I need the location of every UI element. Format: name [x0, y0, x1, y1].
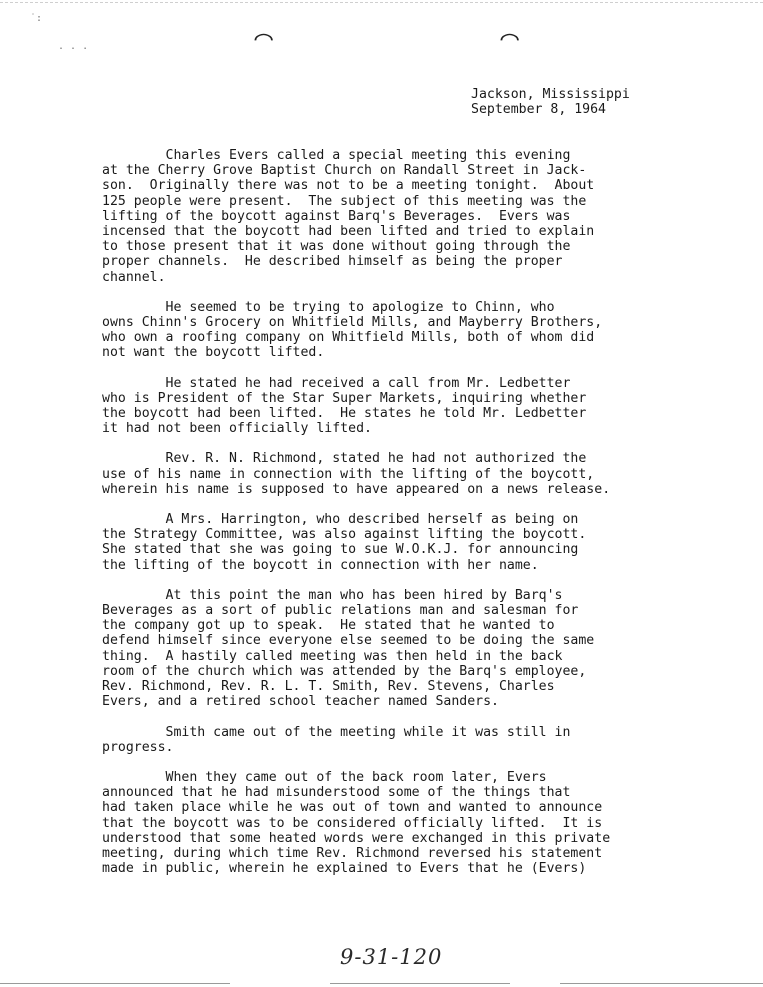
date-line: September 8, 1964 [471, 102, 606, 118]
paragraph-barqs-representative: At this point the man who has been hired by Barq's Beverages as a sort of public relations man and salesman for the company got up to speak. He stated that he wanted to defend himself since everyone else seemed to be doing the same thing. A hastily called meeting was then held in the back room of the church which was attended by the Barq's employee, Rev. Richmond, Rev. R. L. T. Smith, Rev. Stevens, Charles Evers, and a retired school teacher named Sanders. [102, 587, 595, 710]
binder-hole-mark-right: ⌒ [500, 26, 519, 51]
scan-mark: . . . [58, 41, 89, 52]
binder-hole-mark-left: ⌒ [254, 26, 273, 51]
paragraph-ledbetter-call: He stated he had received a call from Mr. Ledbetter who is President of the Star Super Markets, inquiring whether the boycott had been lifted. He states he told Mr. Ledbetter it had not been officially lifted. [102, 375, 587, 437]
top-edge-dashes [0, 2, 763, 3]
paragraph-apology-chinn: He seemed to be trying to apologize to Chinn, who owns Chinn's Grocery on Whitfield Mills, and Mayberry Brothers, who own a roofing company on Whitfield Mills, both of whom did not want the boycott lifted. [102, 299, 603, 361]
handwritten-file-number: 9-31-120 [340, 945, 443, 969]
paragraph-evers-announcement: When they came out of the back room later, Evers announced that he had misunderstood some of the things that had taken place while he was out of town and wanted to announce that the boycott was to be considered officially lifted. It is understood that some heated words were exchanged in this private meeting, during which time Rev. Richmond reversed his statement made in public, wherein he explained to Evers that he (Evers) [102, 769, 611, 877]
document-body [102, 148, 692, 891]
paragraph-richmond-statement: Rev. R. N. Richmond, stated he had not authorized the use of his name in connection with the lifting of the boycott, wherein his name is supposed to have appeared on a news release. [102, 451, 611, 497]
bottom-rule [560, 983, 763, 984]
bottom-rule [330, 983, 510, 984]
paragraph-meeting-summary: Charles Evers called a special meeting this evening at the Cherry Grove Baptist Church on Randall Street in Jack- son. Originally there was not to be a meeting tonight. About 125 people were present. The subject of this meeting was the lifting of the boycott against Barq's Beverages. Evers was incensed that the boycott had been lifted and tried to explain to those present that it was done without going through the proper channels. He described himself as being the proper channel. [102, 148, 595, 285]
location-line: Jackson, Mississippi [471, 87, 630, 102]
paragraph-harrington: A Mrs. Harrington, who described herself as being on the Strategy Committee, was also against lifting the boycott. She stated that she was going to sue W.O.K.J. for announcing the lifting of the boycott in connection with her name. [102, 512, 587, 573]
scan-mark: ˙: [30, 13, 43, 24]
paragraph-smith: Smith came out of the meeting while it was still in progress. [102, 724, 571, 755]
bottom-rule [0, 983, 230, 984]
dateline [471, 87, 630, 117]
